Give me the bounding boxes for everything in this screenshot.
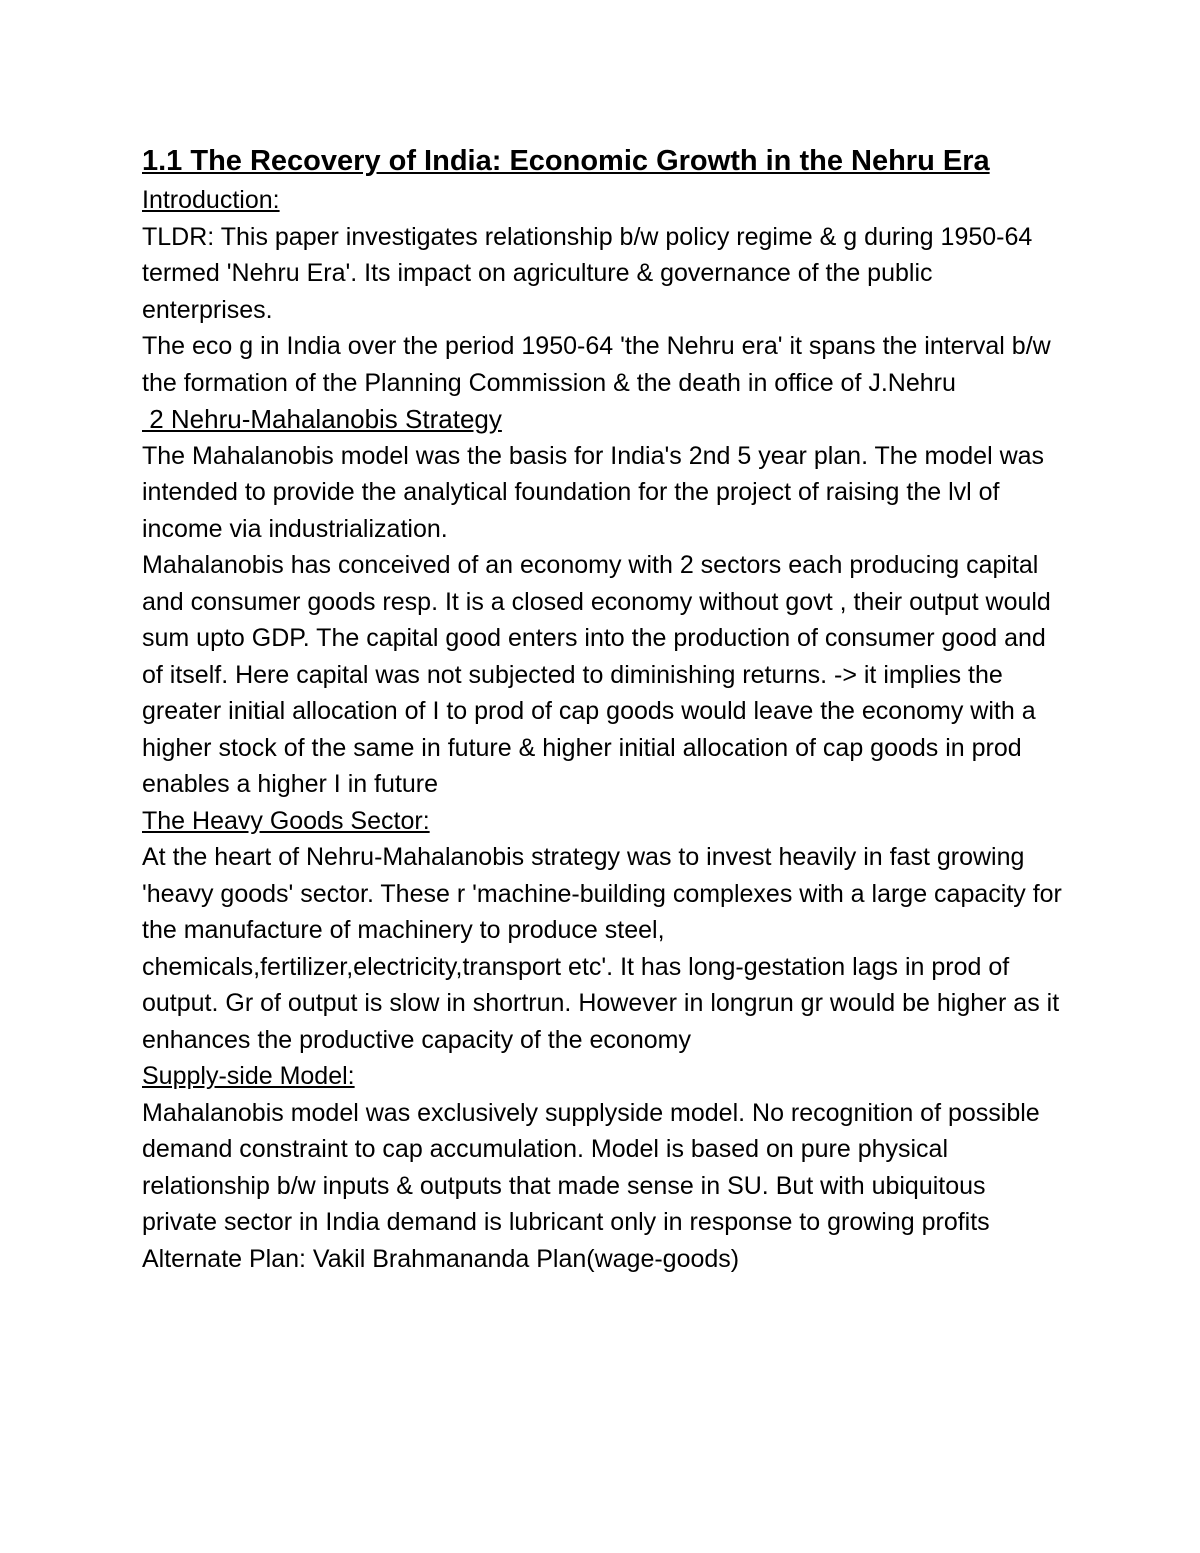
paragraph-alternate-plan: Alternate Plan: Vakil Brahmananda Plan(wage-goods) [142, 1244, 740, 1273]
section-heading-strategy: 2 Nehru-Mahalanobis Strategy [142, 404, 502, 434]
section-introduction [142, 182, 1062, 401]
document-page [142, 140, 1062, 1277]
section-heading-heavy-goods: The Heavy Goods Sector: [142, 806, 430, 835]
section-heading-introduction: Introduction: [142, 186, 280, 214]
paragraph-two-sector-economy: Mahalanobis has conceived of an economy with 2 sectors each producing capital and consumer goods resp. It is a closed economy without govt , their output would sum upto GDP. The capital good enters into the production of consumer good and of itself. Here capital was not subjected to diminishing returns. -> it implies the greater initial allocation of I to prod of cap goods would leave the economy with a higher stock of the same in future & higher initial allocation of cap goods in prod enables a higher I in future [142, 551, 1051, 798]
document-title: 1.1 The Recovery of India: Economic Growth in the Nehru Era [142, 145, 990, 177]
section-heavy-goods [142, 803, 1062, 1059]
paragraph-mahalanobis-model: The Mahalanobis model was the basis for India's 2nd 5 year plan. The model was intended to provide the analytical foundation for the project of raising the lvl of income via industrialization. [142, 441, 1045, 543]
paragraph-supply-side: Mahalanobis model was exclusively supplyside model. No recognition of possible demand constraint to cap accumulation. Model is based on pure physical relationship b/w inputs & outputs that made sense in SU. But with ubiquitous private sector in India demand is lubricant only in response to growing profits [142, 1098, 1040, 1236]
paragraph-heavy-goods: At the heart of Nehru-Mahalanobis strategy was to invest heavily in fast growing 'heavy goods' sector. These r 'machine-building complexes with a large capacity for the manufacture of machinery to produce steel, chemicals,fertilizer,electricity,transport etc'. It has long-gestation lags in prod of output. Gr of output is slow in shortrun. However in longrun gr would be higher as it enhances the productive capacity of the economy [142, 843, 1062, 1054]
paragraph-nehru-era: The eco g in India over the period 1950-64 'the Nehru era' it spans the interval b/w the formation of the Planning Commission & the death in office of J.Nehru [142, 332, 1051, 397]
section-supply-side-model [142, 1058, 1062, 1277]
section-heading-supply-side: Supply-side Model: [142, 1062, 355, 1090]
section-nehru-mahalanobis-strategy [142, 401, 1062, 803]
paragraph-tldr: TLDR: This paper investigates relationship b/w policy regime & g during 1950-64 termed 'Nehru Era'. Its impact on agriculture & governance of the public enterprises. [142, 222, 1033, 324]
